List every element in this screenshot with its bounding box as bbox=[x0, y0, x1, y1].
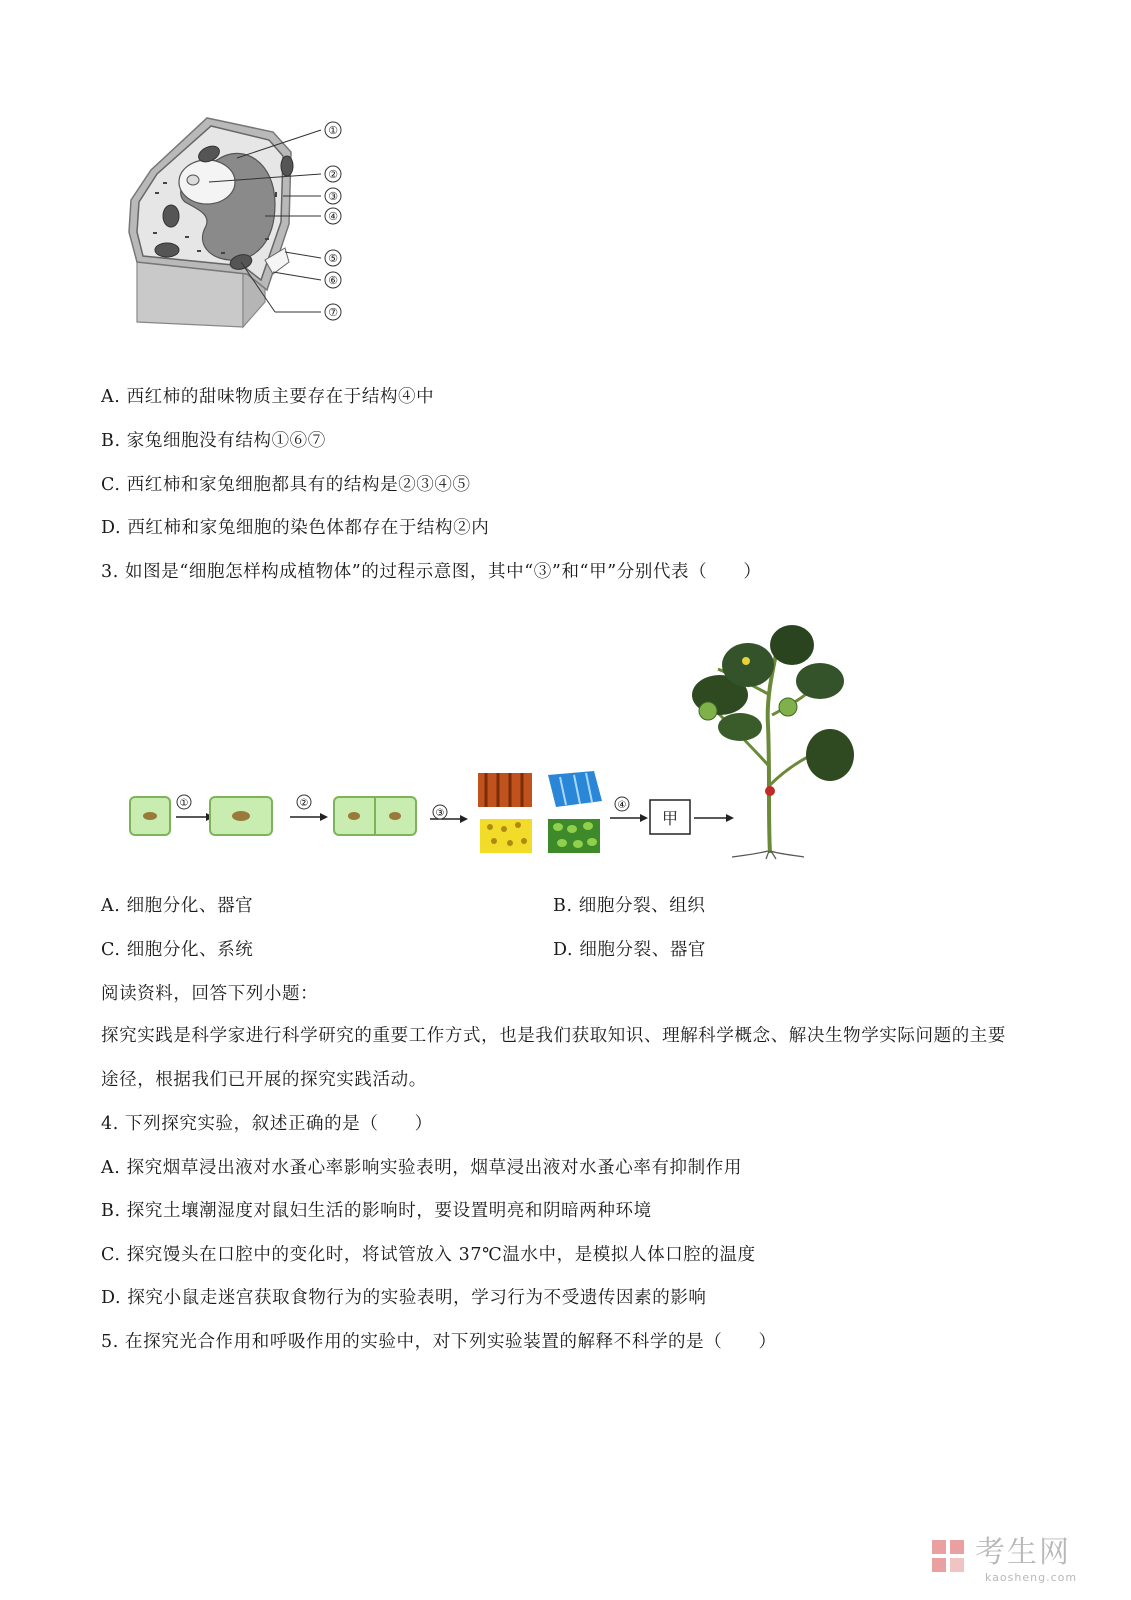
cell-label-4: ④ bbox=[328, 210, 338, 223]
reading-passage: 探究实践是科学家进行科学研究的重要工作方式，也是我们获取知识、理解科学概念、解决生物学实际问题的主要途径，根据我们已开展的探究实践活动。 bbox=[101, 1026, 1006, 1090]
chloroplast bbox=[281, 156, 293, 176]
q4-option-b: B. 探究土壤潮湿度对鼠妇生活的影响时，要设置明亮和阴暗两种环境 bbox=[101, 1201, 652, 1221]
tomato-plant bbox=[692, 625, 854, 859]
q5-stem: 5. 在探究光合作用和呼吸作用的实验中，对下列实验装置的解释不科学的是（ ） bbox=[101, 1332, 777, 1352]
q4-option-a: A. 探究烟草浸出液对水蚤心率影响实验表明，烟草浸出液对水蚤心率有抑制作用 bbox=[101, 1158, 742, 1178]
jia-label: 甲 bbox=[661, 809, 678, 828]
step-label-2: ② bbox=[299, 798, 309, 809]
q4-option-d: D. 探究小鼠走迷宫获取食物行为的实验表明，学习行为不受遗传因素的影响 bbox=[101, 1288, 707, 1308]
nutritive-tissue bbox=[480, 819, 532, 853]
step-label-3: ③ bbox=[435, 808, 445, 819]
cell-label-2: ② bbox=[328, 168, 338, 181]
q4-stem: 4. 下列探究实验，叙述正确的是（ ） bbox=[101, 1114, 433, 1134]
q3-option-a: A. 细胞分化、器官 bbox=[101, 896, 254, 916]
q2-option-b: B. 家兔细胞没有结构①⑥⑦ bbox=[101, 431, 326, 451]
chloroplast bbox=[155, 243, 179, 257]
q2-option-a: A. 西红柿的甜味物质主要存在于结构④中 bbox=[101, 387, 435, 407]
nucleolus bbox=[187, 175, 199, 185]
protective-tissue bbox=[548, 771, 602, 807]
step-label-4: ④ bbox=[617, 800, 627, 811]
cell-label-3: ③ bbox=[328, 190, 338, 203]
conducting-tissue bbox=[478, 773, 532, 807]
q3-option-c: C. 细胞分化、系统 bbox=[101, 940, 254, 960]
kaosheng-logo-icon bbox=[930, 1538, 970, 1582]
meristematic-tissue bbox=[548, 819, 600, 853]
q3-stem: 3. 如图是“细胞怎样构成植物体”的过程示意图，其中“③”和“甲”分别代表（ ） bbox=[101, 562, 762, 582]
cell-to-plant-diagram bbox=[120, 615, 870, 865]
cell-label-5: ⑤ bbox=[328, 252, 338, 265]
q3-option-b: B. 细胞分裂、组织 bbox=[553, 896, 706, 916]
cell-label-1: ① bbox=[328, 124, 338, 137]
q4-option-c: C. 探究馒头在口腔中的变化时，将试管放入 37℃温水中，是模拟人体口腔的温度 bbox=[101, 1245, 756, 1265]
q3-option-d: D. 细胞分裂、器官 bbox=[553, 940, 707, 960]
step-label-1: ① bbox=[179, 798, 189, 809]
q2-option-c: C. 西红柿和家兔细胞都具有的结构是②③④⑤ bbox=[101, 475, 471, 495]
q2-option-d: D. 西红柿和家兔细胞的染色体都存在于结构②内 bbox=[101, 518, 490, 538]
cell-label-7: ⑦ bbox=[328, 306, 338, 319]
reading-intro: 阅读资料，回答下列小题： bbox=[101, 984, 319, 1004]
cell-label-6: ⑥ bbox=[328, 274, 338, 287]
chloroplast bbox=[163, 205, 179, 227]
plant-cell-diagram bbox=[125, 112, 355, 330]
watermark-domain: kaosheng.com bbox=[985, 1571, 1078, 1584]
watermark-name: 考生网 bbox=[975, 1535, 1071, 1570]
